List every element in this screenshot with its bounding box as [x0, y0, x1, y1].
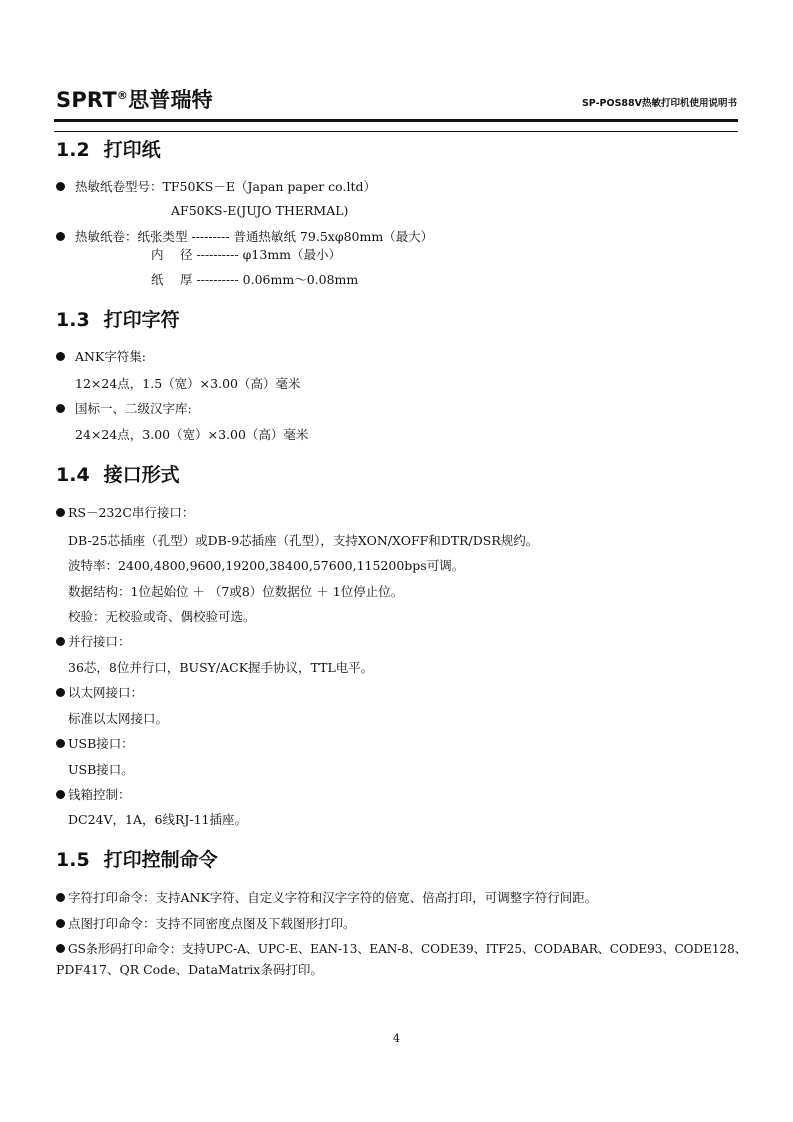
bullet-icon [56, 919, 65, 928]
bullet-icon [56, 637, 65, 646]
list-item [56, 734, 134, 752]
bullet-icon [56, 182, 65, 191]
list-item [56, 914, 356, 932]
paragraph-line: USB接口。 [68, 762, 134, 777]
list-item [56, 399, 192, 417]
brand-logo [56, 84, 213, 114]
section-title: 打印字符 [103, 309, 180, 331]
list-item [56, 503, 194, 521]
list-item-text: 以太网接口： [68, 685, 144, 700]
bullet-icon [56, 944, 65, 953]
section-heading-interface [56, 460, 180, 487]
bullet-icon [56, 232, 65, 241]
bullet-icon [56, 352, 65, 361]
list-item-text: 热敏纸卷型号：TF50KS－E（Japan paper co.ltd） [75, 179, 376, 194]
list-item-continuation: 纸 厚 ---------- 0.06mm～0.08mm [151, 272, 359, 287]
paragraph-line: 校验：无校验或奇、偶校验可选。 [68, 609, 256, 624]
list-item [56, 227, 433, 245]
bullet-icon [56, 688, 65, 697]
section-heading-characters [56, 305, 180, 332]
bullet-icon [56, 739, 65, 748]
paragraph-line: DC24V，1A，6线RJ-11插座。 [68, 812, 248, 827]
list-item-text: 点图打印命令：支持不同密度点图及下载图形打印。 [68, 916, 356, 931]
section-number: 1.3 [56, 309, 90, 331]
list-item-continuation: 内 径 ---------- φ13mm（最小） [151, 247, 342, 262]
section-number: 1.5 [56, 849, 90, 871]
list-item-text: 热敏纸卷：纸张类型 --------- 普通热敏纸 79.5xφ80mm（最大） [75, 229, 434, 244]
list-item-text: 字符打印命令：支持ANK字符、自定义字符和汉字字符的倍宽、倍高打印，可调整字符行间距。 [68, 890, 598, 905]
bullet-icon [56, 404, 65, 413]
list-item [56, 632, 131, 650]
list-item-text: RS－232C串行接口： [68, 505, 195, 520]
list-item [56, 347, 146, 365]
section-title: 接口形式 [103, 464, 180, 486]
list-item-text: USB接口： [68, 736, 134, 751]
list-item-text: GS条形码打印命令：支持UPC-A、UPC-E、EAN-13、EAN-8、CODE39、ITF25、CODABAR、CODE93、CODE128、 [68, 942, 747, 956]
list-item-text: 钱箱控制： [68, 787, 131, 802]
bullet-icon [56, 508, 65, 517]
list-item [56, 683, 143, 701]
list-item-text: ANK字符集: [75, 349, 147, 364]
paragraph-line: 数据结构：1位起始位 ＋ （7或8）位数据位 ＋ 1位停止位。 [68, 584, 404, 599]
section-heading-paper [56, 135, 161, 162]
list-item-continuation: AF50KS-E(JUJO THERMAL) [171, 203, 349, 218]
registered-mark: ® [116, 89, 129, 102]
paragraph-line: DB-25芯插座（孔型）或DB-9芯插座（孔型），支持XON/XOFF和DTR/DSR规约。 [68, 533, 539, 548]
header-rule-thick [54, 119, 738, 122]
list-item-continuation: 24×24点，3.00（宽）×3.00（高）毫米 [75, 427, 309, 442]
list-item-text: 并行接口： [68, 634, 131, 649]
header-rule-thin [54, 131, 738, 132]
page-number: 4 [393, 1032, 400, 1045]
list-item-text: 国标一、二级汉字库: [75, 401, 192, 416]
bullet-icon [56, 893, 65, 902]
section-title: 打印控制命令 [103, 849, 218, 871]
document-title: SP-POS88Ⅴ热敏打印机使用说明书 [581, 98, 737, 109]
list-item [56, 177, 376, 195]
section-number: 1.2 [56, 139, 90, 161]
list-item [56, 888, 597, 906]
list-item [56, 785, 131, 803]
paragraph-line: 波特率：2400,4800,9600,19200,38400,57600,115200bps可调。 [68, 558, 465, 573]
brand-latin: SPRT [56, 88, 117, 112]
paragraph-line: 36芯，8位并行口，BUSY/ACK握手协议，TTL电平。 [68, 660, 374, 675]
section-number: 1.4 [56, 464, 90, 486]
list-item [56, 940, 747, 957]
paragraph-line: 标准以太网接口。 [68, 711, 169, 726]
list-item-continuation: PDF417、QR Code、DataMatrix条码打印。 [56, 962, 323, 977]
bullet-icon [56, 790, 65, 799]
section-heading-commands [56, 845, 218, 872]
brand-chinese: 思普瑞特 [128, 88, 213, 112]
section-title: 打印纸 [103, 139, 161, 161]
list-item-continuation: 12×24点，1.5（宽）×3.00（高）毫米 [75, 376, 301, 391]
